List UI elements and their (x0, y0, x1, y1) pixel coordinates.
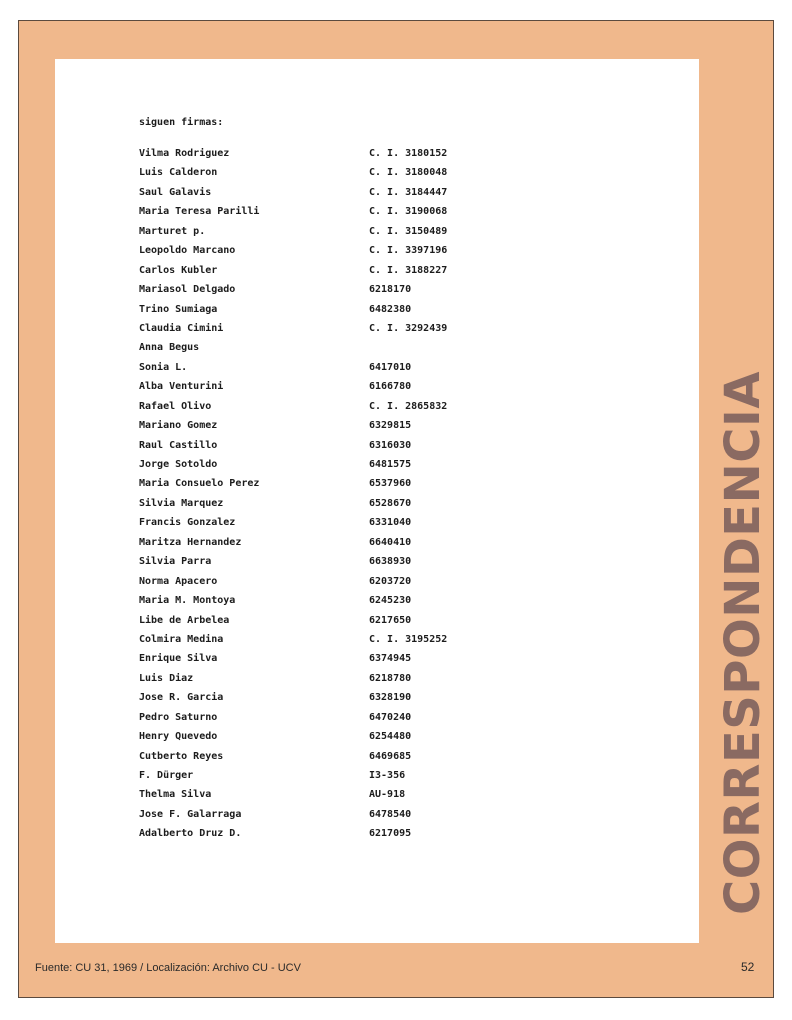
signature-id: 6417010 (369, 361, 412, 373)
signature-name: Anna Begus (139, 342, 200, 354)
signature-name: Pedro Saturno (139, 711, 218, 723)
signature-id: 6640410 (369, 536, 412, 548)
signature-id: 6245230 (369, 595, 412, 607)
signature-id: C. I. 3180048 (369, 167, 448, 179)
signature-name: Henry Quevedo (139, 731, 218, 743)
signature-name: Francis Gonzalez (139, 517, 236, 529)
signature-id: 6316030 (369, 439, 412, 451)
section-title: CORRESPONDENCIA (715, 370, 771, 915)
signature-name: Cutberto Reyes (139, 750, 224, 762)
page-number: 52 (741, 960, 755, 974)
signature-name: Raul Castillo (139, 439, 218, 451)
signature-id: C. I. 3150489 (369, 225, 448, 237)
signature-name: Jose F. Galarraga (139, 808, 242, 820)
signature-name: Libe de Arbelea (139, 614, 230, 626)
signature-id: 6537960 (369, 478, 412, 490)
signature-name: Norma Apacero (139, 575, 218, 587)
signature-name: Adalberto Druz D. (139, 828, 242, 840)
signature-id: C. I. 2865832 (369, 400, 448, 412)
signature-name: Trino Sumiaga (139, 303, 218, 315)
signature-name: Thelma Silva (139, 789, 212, 801)
signature-name: Maritza Hernandez (139, 536, 242, 548)
signature-name: Jorge Sotoldo (139, 459, 218, 470)
signature-id: 6374945 (369, 653, 412, 665)
signature-id: 6638930 (369, 556, 412, 568)
signature-name: Maria M. Montoya (139, 595, 236, 607)
signature-name: Maria Teresa Parilli (139, 206, 260, 218)
signature-name: Luis Calderon (139, 167, 218, 179)
signature-name: Jose R. Garcia (139, 692, 224, 704)
signature-name: Silvia Parra (139, 556, 212, 568)
signature-id: 6470240 (369, 711, 412, 723)
signature-id: C. I. 3190068 (369, 206, 448, 218)
signature-id: C. I. 3292439 (369, 322, 448, 334)
signature-id: 6203720 (369, 575, 412, 587)
signature-id: 6254480 (369, 731, 412, 743)
signature-name: Silvia Marquez (139, 497, 224, 509)
signature-id: C. I. 3180152 (369, 148, 448, 159)
signature-id: C. I. 3188227 (369, 264, 448, 276)
signature-name: Marturet p. (139, 225, 206, 237)
footer-source: Fuente: CU 31, 1969 / Localización: Archivo CU - UCV (35, 962, 301, 974)
signature-id: 6218170 (369, 284, 412, 296)
signature-id: 6469685 (369, 750, 412, 762)
signature-id: C. I. 3397196 (369, 245, 448, 257)
signature-id: 6331040 (369, 517, 412, 529)
signature-id: 6482380 (369, 303, 412, 315)
signature-id: 6166780 (369, 381, 412, 393)
signature-id: AU-918 (369, 789, 406, 801)
signature-name: Colmira Medina (139, 633, 224, 645)
intro-line: siguen firmas: (139, 117, 224, 128)
signature-name: Vilma Rodriguez (139, 148, 230, 159)
signature-name: Mariano Gomez (139, 420, 218, 432)
signature-name: Carlos Kubler (139, 264, 218, 276)
signature-name: Rafael Olivo (139, 400, 212, 412)
signature-name: Enrique Silva (139, 653, 218, 665)
signature-id: 6217095 (369, 828, 412, 840)
signature-id: 6481575 (369, 459, 412, 470)
signature-id: 6329815 (369, 420, 412, 432)
signature-id: 6217650 (369, 614, 412, 626)
signature-name: Maria Consuelo Perez (139, 478, 260, 490)
signature-id: I3-356 (369, 770, 406, 781)
signature-name: Leopoldo Marcano (139, 245, 236, 257)
signature-name: Sonia L. (139, 361, 188, 373)
signature-id: 6218780 (369, 672, 412, 684)
signature-id: 6328190 (369, 692, 412, 704)
signature-id: C. I. 3195252 (369, 633, 448, 645)
signature-id: 6528670 (369, 497, 412, 509)
signature-name: F. Dürger (139, 770, 194, 781)
signature-name: Saul Galavis (139, 186, 212, 198)
signature-name: Luis Diaz (139, 672, 194, 684)
signature-id: C. I. 3184447 (369, 186, 448, 198)
signature-name: Mariasol Delgado (139, 284, 236, 296)
signature-name: Alba Venturini (139, 381, 224, 393)
signature-name: Claudia Cimini (139, 322, 224, 334)
signature-id: 6478540 (369, 808, 412, 820)
